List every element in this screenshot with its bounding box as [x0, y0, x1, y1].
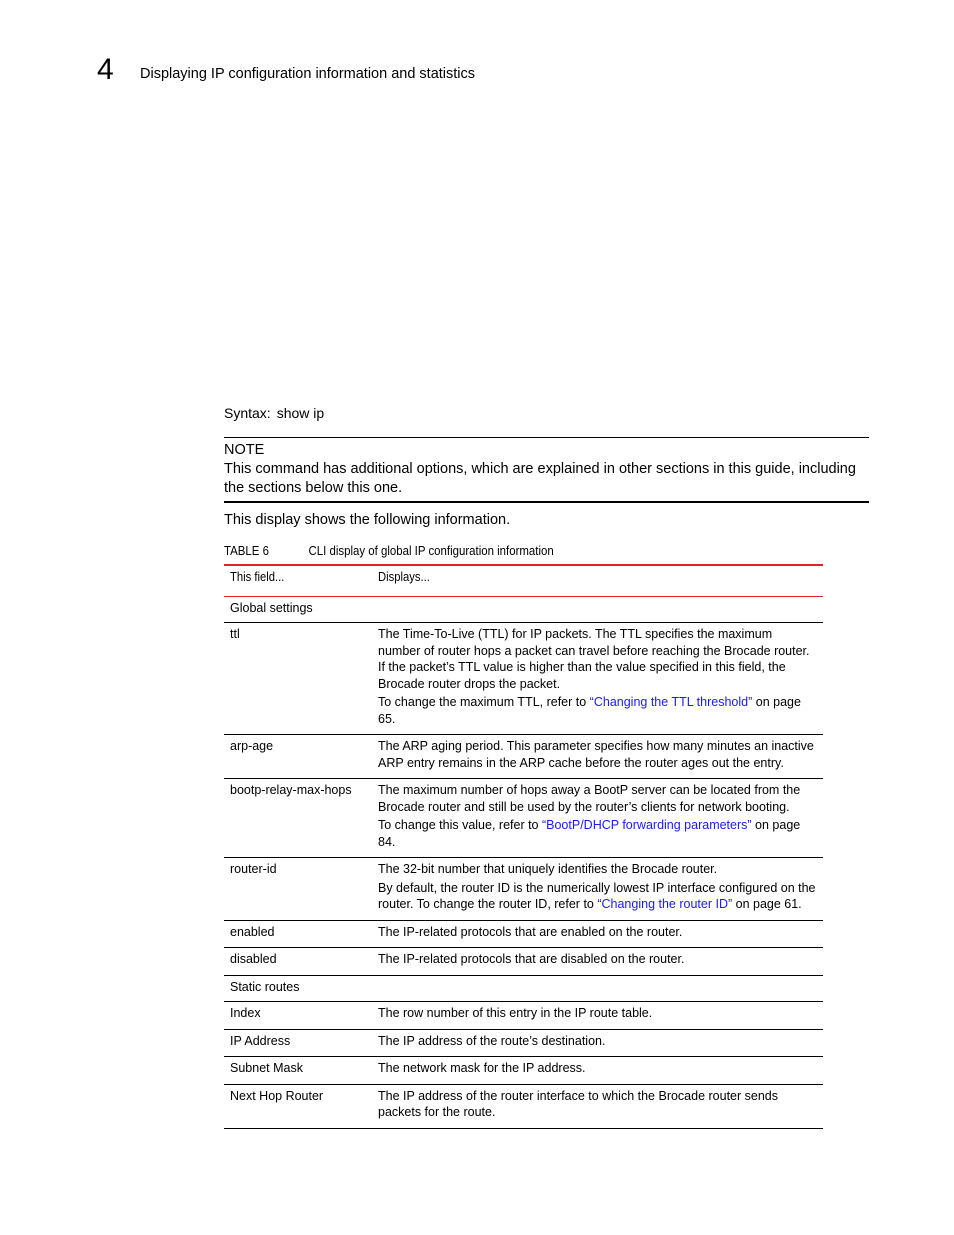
field-description-cell — [372, 858, 823, 921]
field-name-cell: arp-age — [224, 735, 372, 779]
field-name-cell: bootp-relay-max-hops — [224, 779, 372, 858]
table-row — [224, 920, 823, 948]
cli-display-table — [224, 564, 823, 1129]
description-paragraph: The network mask for the IP address. — [378, 1061, 586, 1075]
field-name-cell: enabled — [224, 920, 372, 948]
field-name-cell: Global settings — [224, 596, 372, 623]
chapter-number: 4 — [97, 53, 114, 86]
description-text: To change the maximum TTL, refer to — [378, 695, 590, 709]
field-name-cell: router-id — [224, 858, 372, 921]
table-label: TABLE 6 — [224, 543, 269, 558]
note-title: NOTE — [224, 442, 265, 458]
table-row — [224, 779, 823, 858]
table-row — [224, 735, 823, 779]
field-name-cell: Subnet Mask — [224, 1057, 372, 1085]
field-name-cell: IP Address — [224, 1029, 372, 1057]
description-text: By default, the router ID is the numerically lowest IP interface configured on the router. To change the router ID, refer to — [378, 880, 816, 911]
display-intro: This display shows the following information. — [224, 512, 511, 528]
field-name-cell: Static routes — [224, 975, 372, 1002]
syntax-command: show ip — [276, 405, 325, 421]
cross-reference-link[interactable]: “Changing the TTL threshold” — [589, 695, 753, 709]
description-paragraph: The row number of this entry in the IP route table. — [378, 1006, 653, 1020]
table-row — [224, 975, 823, 1002]
syntax-label: Syntax: — [224, 405, 271, 421]
description-paragraph: The IP address of the route’s destination. — [378, 1033, 606, 1048]
field-name-cell: ttl — [224, 623, 372, 735]
table-row — [224, 1002, 823, 1030]
table-row — [224, 1029, 823, 1057]
column-header-field: This field... — [224, 565, 372, 596]
field-name-cell: Index — [224, 1002, 372, 1030]
description-paragraph: The Time-To-Live (TTL) for IP packets. The TTL specifies the maximum number of router hops a packet can travel before reaching the Brocade router. If the packet’s TTL value is higher than the value specified in this field, the Brocade router drops the packet. — [378, 627, 810, 691]
field-name-cell: Next Hop Router — [224, 1084, 372, 1128]
cross-reference-link[interactable]: “Changing the router ID” — [597, 897, 733, 911]
table-row — [224, 948, 823, 976]
table-caption — [224, 542, 554, 560]
description-paragraph: The IP-related protocols that are disabled on the router. — [378, 952, 685, 966]
chapter-title: Displaying IP configuration information and statistics — [140, 66, 476, 82]
note-text: This command has additional options, which are explained in other sections in this guide, including the sections below this one. — [224, 461, 856, 496]
description-text: on page 65. — [378, 695, 801, 726]
description-paragraph — [378, 880, 817, 913]
description-paragraph: The IP address of the router interface to which the Brocade router sends packets for the route. — [378, 1088, 778, 1119]
table-row — [224, 596, 823, 623]
description-paragraph: The 32-bit number that uniquely identifies the Brocade router. — [378, 862, 718, 876]
field-description-cell — [372, 623, 823, 735]
field-description-cell — [372, 975, 823, 1002]
syntax-line — [224, 404, 324, 422]
description-paragraph: The ARP aging period. This parameter specifies how many minutes an inactive ARP entry remains in the ARP cache before the router ages out the entry. — [378, 739, 814, 770]
description-paragraph — [378, 694, 817, 727]
table-title: CLI display of global IP configuration information — [308, 543, 554, 558]
description-paragraph: The IP-related protocols that are enabled on the router. — [378, 924, 683, 939]
field-name-cell: disabled — [224, 948, 372, 976]
field-description-cell — [372, 735, 823, 779]
field-description-cell — [372, 1057, 823, 1085]
field-description-cell — [372, 1002, 823, 1030]
table-header-row — [224, 565, 823, 596]
description-text: To change this value, refer to — [378, 818, 542, 832]
table-row — [224, 623, 823, 735]
field-description-cell — [372, 1029, 823, 1057]
cross-reference-link[interactable]: “BootP/DHCP forwarding parameters” — [541, 818, 752, 832]
table-row — [224, 1057, 823, 1085]
note-box — [224, 437, 869, 503]
table-row — [224, 1084, 823, 1128]
field-description-cell — [372, 779, 823, 858]
description-paragraph: The maximum number of hops away a BootP server can be located from the Brocade router and still be used by the router’s clients for network booting. — [378, 783, 801, 814]
field-description-cell — [372, 948, 823, 976]
field-description-cell — [372, 920, 823, 948]
field-description-cell — [372, 596, 823, 623]
field-description-cell — [372, 1084, 823, 1128]
column-header-displays: Displays... — [372, 565, 823, 596]
description-text: on page 61. — [732, 897, 802, 911]
table-row — [224, 858, 823, 921]
description-paragraph — [378, 817, 817, 850]
description-text: on page 84. — [378, 818, 801, 849]
